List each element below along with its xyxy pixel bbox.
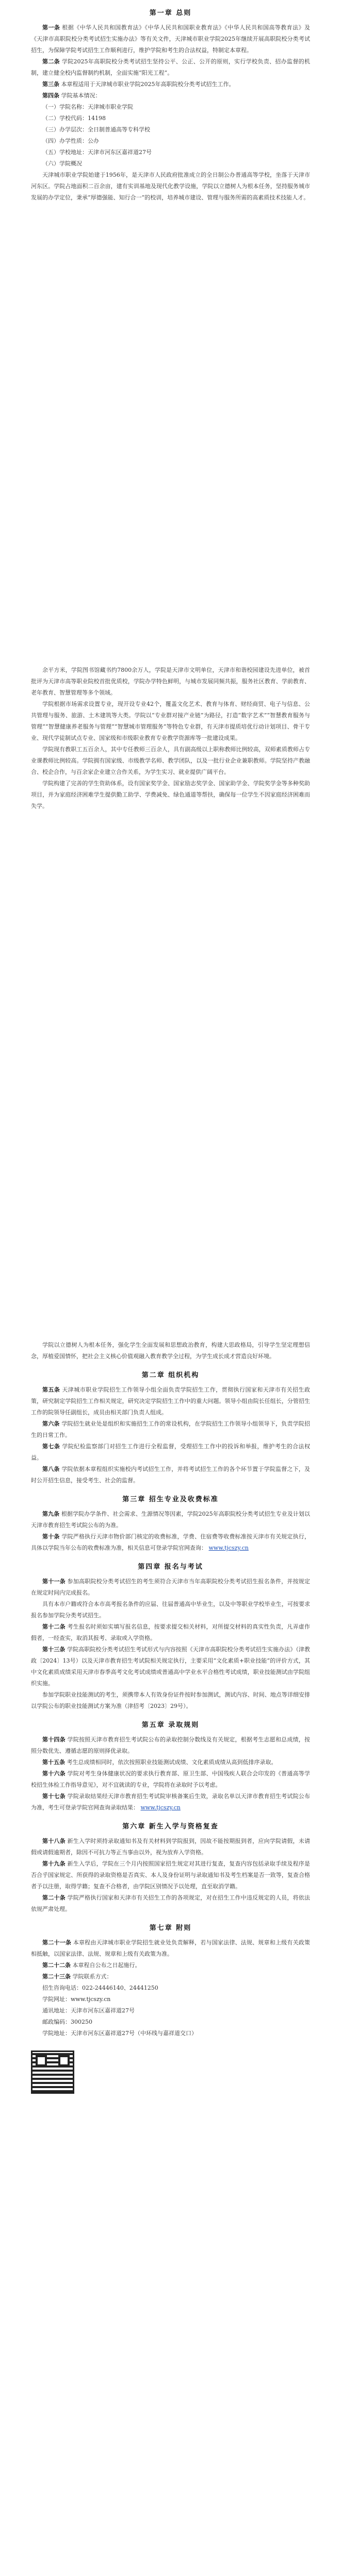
article-23 (31, 1971, 310, 1982)
article-label: 第十五条 (42, 1759, 65, 1766)
article-label: 第九条 (42, 1511, 60, 1517)
article-21 (31, 1937, 310, 1960)
article-text: 根据学院办学条件、社会需求、生源情况等因素，学院2025年高职院校分类考试招生专业及计划以天津市教育招生考试院公布的为准。 (31, 1511, 310, 1529)
article-8 (31, 1464, 310, 1486)
paragraph: 学院现有教职工五百余人，其中专任教师三百余人，具有副高级以上职称教师比例较高，双师素质教师占专业课教师比例较高。学院拥有国家级、市级教学名师、教学团队，以及一批行业企业兼职教师。学院坚持产教融合、校企合作，与百余家企业建立合作关系，为学生实习、就业提供广阔平台。 (31, 746, 310, 775)
article-9 (31, 1509, 310, 1531)
article-label: 第六条 (42, 1420, 60, 1427)
article-text: 新生入学时须持录取通知书及有关材料到学院报到，因故不能按期报到者，应向学院请假，未请假或请假逾期者，除因不可抗力等正当事由以外，视为放弃入学资格。 (31, 1838, 310, 1856)
article-text: 学院高职院校分类考试招生考试形式与内容按照《天津市高职院校分类考试招生实施办法》（津教政〔2024〕13号）以及天津市教育招生考试院相关规定执行，主要采用“文化素质+职业技能”的评价方式，其中文化素质成绩采用天津市春季高考文化考试成绩或普通高中学业水平合格性考试成绩，职业技能测试由学院组织实施。 (31, 1646, 311, 1687)
article-label: 第二十二条 (42, 1962, 71, 1969)
article-text: 本章程由天津城市职业学院招生就业处负责解释，若与国家法律、法规、规章和上级有关政策相抵触，以国家法律、法规、规章和上级有关政策为准。 (31, 1939, 311, 1957)
college-intro: 天津城市职业学院始建于1956年，是天津市人民政府批准成立的全日制公办普通高等学校，坐落于天津市河东区。学院占地面积二百余亩，建有实训基地及现代化教学设施，学院以立德树人为根本任务，坚持服务城市发展的办学定位，秉承“厚德强能、知行合一”的校训，培养城市建设、管理与服务所需的高素质技术技能人才。 (31, 172, 310, 201)
info-item: （二）学校代码：14198 (42, 115, 106, 122)
article-label: 第八条 (42, 1466, 60, 1472)
article-label: 第二十条 (42, 1894, 66, 1901)
article-label: 第十八条 (42, 1838, 66, 1844)
article-label: 第十三条 (42, 1646, 66, 1653)
article-text: 学院纪检监察部门对招生工作进行全程监督，受理招生工作中的投诉和举报，维护考生的合法权益。 (31, 1443, 311, 1461)
article-text: 学院2025年高职院校分类考试招生坚持公平、公正、公开的原则，实行学校负责、招办监督的机制，建立健全校内监督制约机制，全面实施“阳光工程”。 (31, 58, 311, 76)
qr-container (0, 2045, 341, 2102)
article-label: 第十九条 (42, 1860, 66, 1867)
paragraph: 学院根据市场需求设置专业，现开设专业42个，覆盖文化艺术、教育与体育、财经商贸、电子与信息、公共管理与服务、旅游、土木建筑等大类。学院以“专业群对接产业链”为路径，打造“数字艺术”“智慧教育服务与管理”“智慧健康养老服务与管理”“智慧城市管理服务”等特色专业群，有天津市提质培优行动计划项目、骨干专业、现代学徒制试点专业、国家级和市级职业教育专业教学资源库等一批建设成果。 (31, 701, 310, 741)
chapter-four-title: 第四章 报名与考试 (138, 1563, 203, 1571)
article-text: 本章程自公布之日起施行。 (72, 1962, 141, 1969)
article-15 (31, 1757, 310, 1768)
college-website-link[interactable]: www.tjcszy.cn (208, 1545, 249, 1551)
article-1 (31, 22, 310, 56)
article-label: 第五条 (42, 1386, 60, 1393)
contact-item: 通讯地址：天津市河东区嘉祥道27号 (42, 2007, 135, 2014)
info-item: （五）学校地址：天津市河东区嘉祥道27号 (42, 149, 152, 156)
article-label: 第十条 (42, 1533, 60, 1540)
info-item: （四）办学性质：公办 (42, 138, 99, 144)
article-label: 第二条 (42, 58, 60, 65)
article-text: 学院严格执行天津市物价部门核定的收费标准，学费、住宿费等收费标准按天津市有关规定执行，具体以学院当年公布的收费标准为准，相关信息可登录学院官网查询： (31, 1533, 310, 1551)
chapter-three-title: 第三章 招生专业及收费标准 (122, 1496, 219, 1503)
chapter-one-title: 第一章 总则 (149, 9, 192, 17)
article-17 (31, 1791, 310, 1814)
article-text: 考生总成绩相同时，依次按照职业技能测试成绩、文化素质成绩从高到低排序录取。 (67, 1759, 277, 1766)
qr-code-icon (31, 2050, 74, 2094)
article-text: 学院基本情况： (61, 92, 101, 99)
page-two (0, 665, 341, 1298)
article-label: 第十六条 (42, 1770, 66, 1777)
article-text: 考生报名时须如实填写报名信息，按要求提交相关材料，对所提交材料的真实性负责，凡弄虚作假者，一经查实，取消其报考、录取或入学资格。 (31, 1623, 310, 1641)
article-label: 第二十一条 (42, 1939, 72, 1946)
article-label: 第四条 (42, 92, 59, 99)
article-6 (31, 1418, 310, 1441)
article-10 (31, 1531, 310, 1554)
page-one (0, 0, 341, 587)
article-20 (31, 1892, 310, 1915)
article-text: 本章程适用于天津城市职业学院2025年高职院校分类考试招生工作。 (61, 81, 235, 88)
info-item: （六）学院概况 (42, 160, 82, 167)
article-label: 第十一条 (42, 1578, 66, 1585)
article-13 (31, 1644, 310, 1689)
article-label: 第十七条 (42, 1793, 66, 1800)
article-text: 参加高职院校分类考试招生的考生须符合天津市当年高职院校分类考试招生报名条件，并按规定在规定时间内完成报名。 (31, 1578, 310, 1596)
article-12 (31, 1621, 310, 1644)
article-22 (31, 1960, 310, 1971)
article-label: 第三条 (42, 81, 59, 88)
article-label: 第一条 (42, 24, 60, 31)
article-5 (31, 1384, 310, 1418)
article-3 (31, 79, 310, 90)
article-text: 天津城市职业学院招生工作领导小组全面负责学院招生工作，贯彻执行国家和天津市有关招生政策，研究制定学院招生工作相关规定，研究决定学院招生工作中的重大问题。领导小组由院长任组长，分管招生工作的院领导任副组长，成员由相关部门负责人组成。 (31, 1386, 311, 1416)
paragraph: 学院构建了完善的学生资助体系，设有国家奖学金、国家励志奖学金、国家助学金、学院奖学金等多种奖助项目，并为家庭经济困难学生提供勤工助学、学费减免、绿色通道等帮扶，确保每一位学生不因家庭经济困难而失学。 (31, 780, 310, 809)
contact-item: 学院网址：www.tjcszy.cn (42, 1996, 111, 2003)
article-11 (31, 1576, 310, 1599)
article-14 (31, 1734, 310, 1757)
article-7 (31, 1441, 310, 1464)
article-text: 学院严格执行国家和天津市有关招生工作的各项规定，对在招生工作中违反规定的人员，将依法依规严肃处理。 (31, 1894, 310, 1912)
paragraph: 学院以立德树人为根本任务，强化学生全面发展和思想政治教育，构建大思政格局，引导学生坚定理想信念，厚植爱国情怀，把社会主义核心价值观融入教育教学全过程，为学生成长成才营造良好环境。 (31, 1342, 310, 1360)
article-text: 学院招生就业处是组织和实施招生工作的常设机构，在学院招生工作领导小组领导下，负责学院招生的日常工作。 (31, 1420, 310, 1438)
article-label: 第二十三条 (42, 1973, 71, 1980)
info-item: （一）学院名称：天津城市职业学院 (42, 104, 133, 110)
contact-item: 招生咨询电话：022-24446140、24441250 (42, 1985, 158, 1991)
article-text: 学院对考生身体健康状况的要求执行教育部、原卫生部、中国残疾人联合会印发的《普通高等学校招生体检工作指导意见》，对不宜就读的专业，学院将在录取时予以考虑。 (31, 1770, 310, 1788)
article-19 (31, 1858, 310, 1892)
paragraph: 具有本市户籍或符合本市高考报名条件的应届、往届普通高中毕业生，以及中等职业学校毕业生，可按要求报名参加学院分类考试招生。 (31, 1601, 310, 1619)
contact-item: 学院地址：天津市河东区嘉祥道27号（中环线与嘉祥道交口） (42, 2030, 197, 2037)
article-label: 第七条 (42, 1443, 60, 1450)
paragraph: 参加学院职业技能测试的考生，须携带本人有效身份证件按时参加测试，测试内容、时间、地点等详细安排以学院公布的职业技能测试方案为准（津招考〔2023〕29号）。 (31, 1691, 310, 1709)
article-text: 新生入学后，学院在三个月内按照国家招生规定对其进行复查，复查内容包括录取手续及程序是否合乎国家规定、所获得的录取资格是否真实、本人及身份证明与录取通知书及考生档案是否一致等，复查合格者予以注册，取得学籍；复查不合格者，由学院区别情况予以处理，直至取消学籍。 (31, 1860, 310, 1890)
college-website-link[interactable]: www.tjcszy.cn (140, 1804, 181, 1811)
contact-item: 邮政编码：300250 (42, 2019, 92, 2025)
paragraph: 余平方米，学院图书馆藏书约7800余万人，学院是天津市文明单位，天津市和谐校园建设先进单位，被首批评为天津市高等职业院校首批优质校，学院办学特色鲜明，与城市发展同频共振，服务社区教育、学前教育、老年教育、智慧管理等多个领域。 (31, 667, 310, 696)
article-text: 学院依据本章程组织实施校内考试招生工作，并将考试招生工作的各个环节置于学院监督之下，及时公开招生信息，接受考生、社会的监督。 (31, 1466, 310, 1484)
article-text: 根据《中华人民共和国教育法》《中华人民共和国职业教育法》《中华人民共和国高等教育法》及《天津市高职院校分类考试招生实施办法》等有关文件，天津城市职业学院2025年继续开展高职院校分类考试招生，为保障学院考试招生工作顺利进行，维护学院和考生的合法权益，特制定本章程。 (31, 24, 311, 54)
chapter-two-title: 第二章 组织机构 (141, 1371, 200, 1379)
article-label: 第十四条 (42, 1736, 66, 1743)
article-18 (31, 1836, 310, 1858)
chapter-five-title: 第五章 录取规则 (141, 1721, 200, 1729)
article-text: 学院录取结果经天津市教育招生考试院审核备案后生效，录取名单以天津市教育招生考试院公布为准，考生可登录学院官网查询录取结果： (31, 1793, 310, 1811)
chapter-seven-title: 第七章 附则 (149, 1924, 192, 1932)
page-three (0, 1340, 341, 2576)
article-label: 第十二条 (42, 1623, 66, 1630)
article-text: 学院联系方式： (72, 1973, 112, 1980)
chapter-six-title: 第六章 新生入学与资格复查 (122, 1823, 219, 1831)
article-4 (31, 90, 310, 101)
article-text: 学院按照天津市教育招生考试院公布的录取控制分数线及有关规定，根据考生志愿和总成绩，按照分数优先、遵循志愿的原则择优录取。 (31, 1736, 310, 1754)
article-2 (31, 56, 310, 79)
info-item: （三）办学层次：全日制普通高等专科学校 (42, 126, 150, 133)
article-16 (31, 1768, 310, 1791)
